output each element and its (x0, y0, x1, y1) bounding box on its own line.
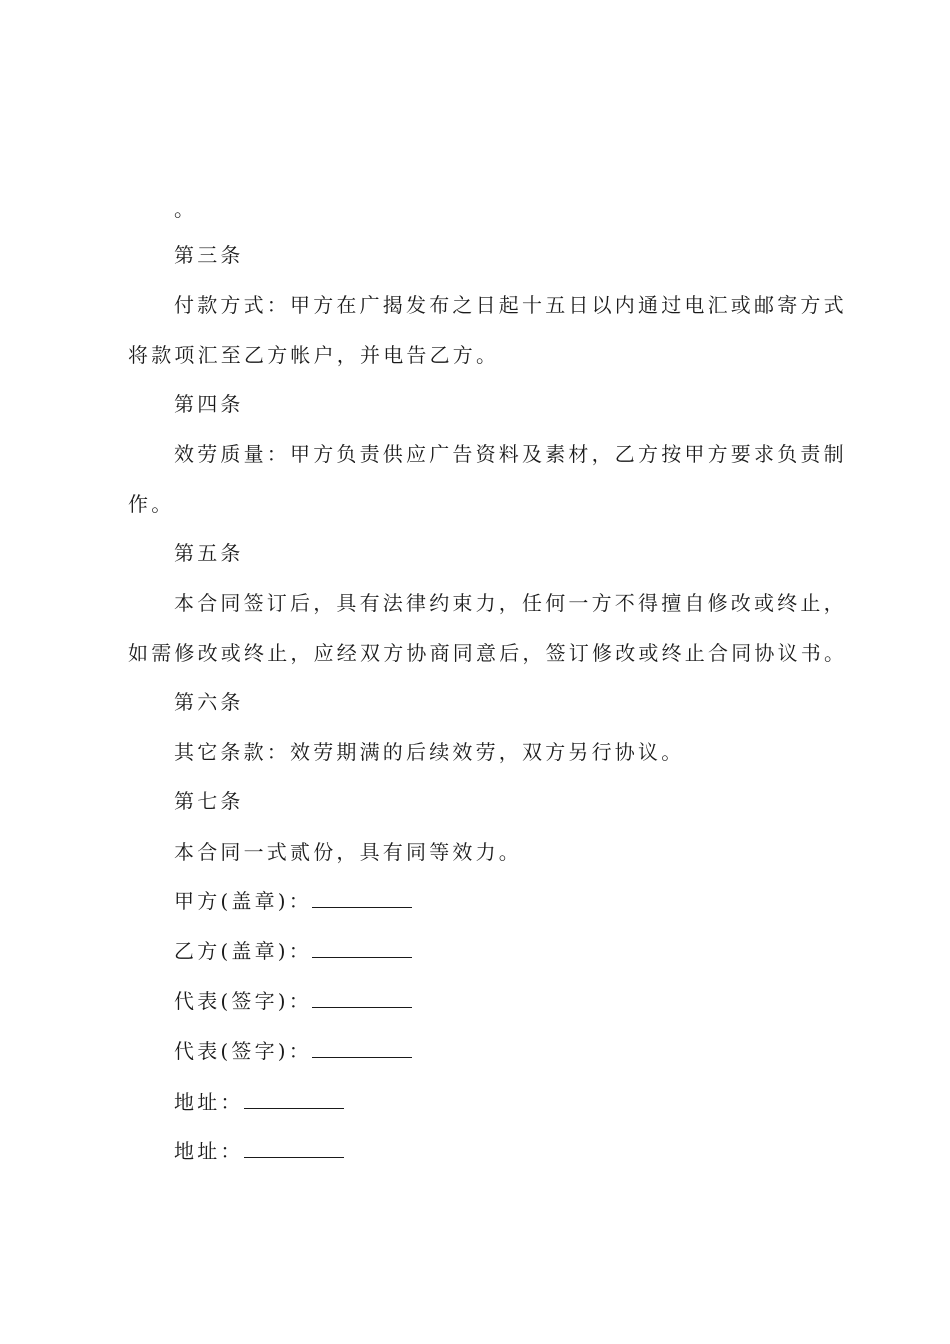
party-b-seal-blank (312, 939, 412, 958)
article-7-title: 第七条 (174, 789, 244, 813)
article-6-text-line-1: 其它条款：效劳期满的后续效劳，双方另行协议。 (174, 740, 685, 764)
article-7-text-line-1: 本合同一式贰份，具有同等效力。 (174, 840, 522, 864)
party-a-seal-blank (312, 889, 412, 908)
representative-2-blank (312, 1039, 412, 1058)
article-3-text-line-1: 付款方式：甲方在广揭发布之日起十五日以内通过电汇或邮寄方式 (174, 293, 847, 317)
address-2-blank (244, 1139, 344, 1158)
address-1-row (174, 1090, 344, 1114)
representative-2-label: 代表(签字)： (174, 1039, 313, 1063)
representative-1-blank (312, 989, 412, 1008)
article-5-text-line-2: 如需修改或终止，应经双方协商同意后，签订修改或终止合同协议书。 (128, 641, 848, 665)
party-a-seal-label: 甲方(盖章)： (174, 889, 313, 913)
representative-2-row (174, 1039, 412, 1063)
article-4-text-line-1: 效劳质量：甲方负责供应广告资料及素材，乙方按甲方要求负责制 (174, 442, 847, 466)
article-5-text-line-1: 本合同签订后，具有法律约束力，任何一方不得擅自修改或终止， (174, 591, 847, 615)
article-5-title: 第五条 (174, 541, 244, 565)
article-4-title: 第四条 (174, 392, 244, 416)
representative-1-row (174, 989, 412, 1013)
address-1-blank (244, 1090, 344, 1109)
article-6-title: 第六条 (174, 690, 244, 714)
representative-1-label: 代表(签字)： (174, 989, 313, 1013)
address-2-row (174, 1139, 344, 1163)
party-a-seal-row (174, 889, 412, 913)
party-b-seal-row (174, 939, 412, 963)
article-3-text-line-2: 将款项汇至乙方帐户，并电告乙方。 (128, 343, 500, 367)
party-b-seal-label: 乙方(盖章)： (174, 939, 313, 963)
address-2-label: 地址： (174, 1139, 244, 1163)
article-4-text-line-2: 作。 (128, 492, 175, 516)
article-3-title: 第三条 (174, 243, 244, 267)
trailing-period: 。 (174, 197, 198, 221)
address-1-label: 地址： (174, 1090, 244, 1114)
